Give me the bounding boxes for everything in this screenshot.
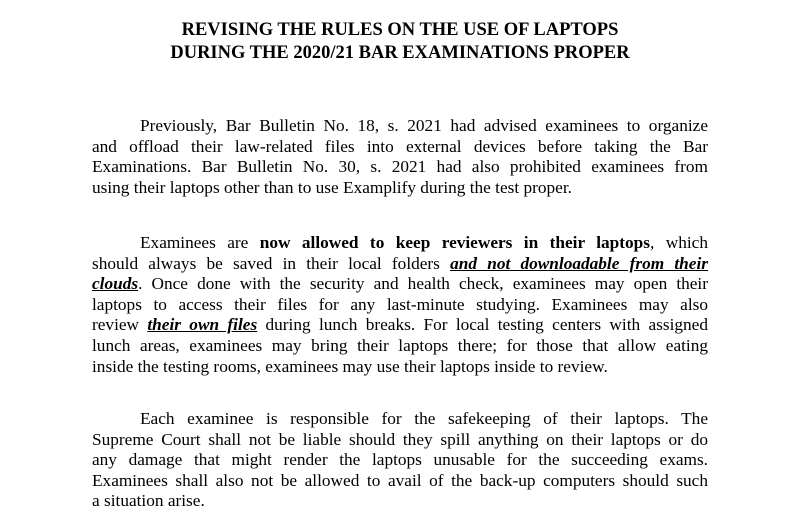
title-line-2: DURING THE 2020/21 BAR EXAMINATIONS PROPER xyxy=(170,43,630,63)
paragraph-line: Examinees shall also not be allowed to avail of the back-up computers should such xyxy=(92,470,708,490)
paragraph-line xyxy=(92,274,708,295)
paragraph-line: using their laptops other than to use Examplify during the test proper. xyxy=(92,177,572,197)
paragraph-line xyxy=(92,315,708,336)
paragraph-line: lunch areas, examinees may bring their laptops there; for those that allow eating xyxy=(92,335,708,355)
text-run: review xyxy=(92,315,148,335)
title-line-1: REVISING THE RULES ON THE USE OF LAPTOPS xyxy=(181,20,619,40)
paragraph-line: inside the testing rooms, examinees may use their laptops inside to review. xyxy=(92,356,608,376)
paragraph-laptop-responsibility xyxy=(92,409,708,512)
paragraph-line: Supreme Court shall not be liable should they spill anything on their laptops or do xyxy=(92,429,708,449)
text-run: , which xyxy=(650,233,708,252)
paragraph-line: Examinations. Bar Bulletin No. 30, s. 2021 had also prohibited examinees from xyxy=(92,157,708,177)
document-title xyxy=(0,19,800,65)
bold-emphasis: now allowed to keep reviewers in their laptops xyxy=(259,233,651,252)
underlined-emphasis: their own files xyxy=(147,315,258,335)
paragraph-line: a situation arise. xyxy=(92,491,205,511)
paragraph-line: laptops to access their files for any last-minute studying. Examinees may also xyxy=(92,294,708,314)
text-run: during lunch breaks. For local testing centers with assigned xyxy=(257,315,708,335)
text-run: should always be saved in their local folders xyxy=(92,253,451,273)
text-run: Examinees are xyxy=(140,233,260,252)
paragraph-line: Each examinee is responsible for the safekeeping of their laptops. The xyxy=(140,409,708,428)
paragraph-line xyxy=(92,233,708,254)
underlined-emphasis: clouds xyxy=(92,274,139,294)
paragraph-line xyxy=(92,254,708,275)
underlined-emphasis: and not downloadable from their xyxy=(450,253,708,273)
paragraph-laptop-reviewers xyxy=(92,233,708,377)
paragraph-line: any damage that might render the laptops unusable for the succeeding exams. xyxy=(92,450,708,470)
paragraph-line: Previously, Bar Bulletin No. 18, s. 2021 had advised examinees to organize xyxy=(140,116,708,135)
text-run: . Once done with the security and health check, examinees may open their xyxy=(138,274,708,294)
paragraph-previous-bulletins xyxy=(92,116,708,198)
paragraph-line: and offload their law-related files into external devices before taking the Bar xyxy=(92,136,708,156)
